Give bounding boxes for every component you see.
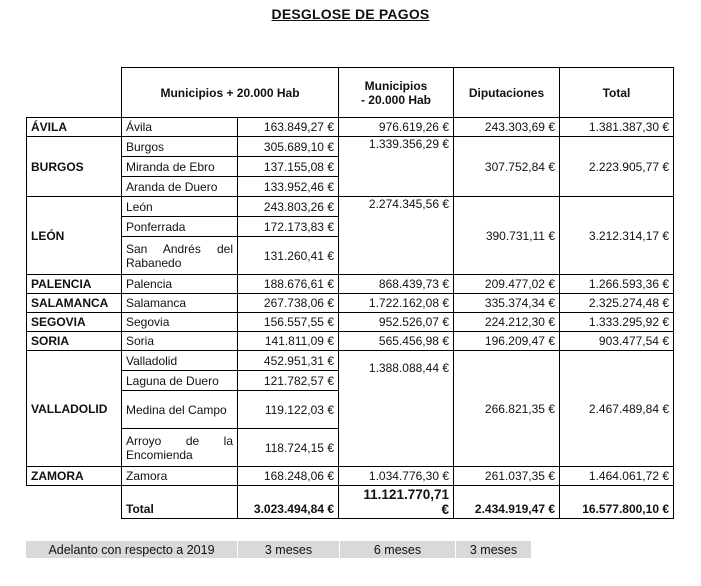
diputaciones-amount: 390.731,11 € <box>454 197 560 275</box>
municipality-amount: 137.155,08 € <box>238 157 339 177</box>
total-amount: 903.477,54 € <box>560 332 674 351</box>
municipality-amount: 267.738,06 € <box>238 294 339 313</box>
table-row <box>27 467 674 486</box>
municipality-amount: 133.952,46 € <box>238 177 339 197</box>
municipios-menos-amount: 952.526,07 € <box>339 313 454 332</box>
province-name: VALLADOLID <box>27 351 122 467</box>
municipality-name: Salamanca <box>122 294 238 313</box>
province-name: SALAMANCA <box>27 294 122 313</box>
header-municipios-menos: Municipios - 20.000 Hab <box>339 68 454 118</box>
municipality-name: Miranda de Ebro <box>122 157 238 177</box>
adelanto-label: Adelanto con respecto a 2019 <box>26 541 238 558</box>
total-amount: 2.467.489,84 € <box>560 351 674 467</box>
total-amount: 1.464.061,72 € <box>560 467 674 486</box>
municipality-amount: 243.803,26 € <box>238 197 339 217</box>
municipality-name: Soria <box>122 332 238 351</box>
table-row <box>27 294 674 313</box>
province-name: SORIA <box>27 332 122 351</box>
municipality-amount: 118.724,15 € <box>238 429 339 467</box>
header-row <box>27 68 674 118</box>
total-amount: 2.325.274,48 € <box>560 294 674 313</box>
header-total: Total <box>560 68 674 118</box>
municipality-name: Laguna de Duero <box>122 371 238 391</box>
totals-municipios-mas: 3.023.494,84 € <box>238 486 339 519</box>
municipality-amount: 452.951,31 € <box>238 351 339 371</box>
totals-label: Total <box>122 486 238 519</box>
municipality-name: Burgos <box>122 137 238 157</box>
municipality-name: Valladolid <box>122 351 238 371</box>
total-amount: 1.333.295,92 € <box>560 313 674 332</box>
municipios-menos-amount: 2.274.345,56 € <box>339 197 454 275</box>
diputaciones-amount: 243.303,69 € <box>454 118 560 137</box>
municipality-name: Ávila <box>122 118 238 137</box>
diputaciones-amount: 266.821,35 € <box>454 351 560 467</box>
municipios-menos-amount: 565.456,98 € <box>339 332 454 351</box>
municipality-name: León <box>122 197 238 217</box>
province-name: ZAMORA <box>27 467 122 486</box>
municipality-name: Aranda de Duero <box>122 177 238 197</box>
payments-table <box>26 67 674 519</box>
municipality-amount: 188.676,61 € <box>238 275 339 294</box>
municipality-name: Medina del Campo <box>122 391 238 429</box>
table-row <box>27 137 674 157</box>
diputaciones-amount: 224.212,30 € <box>454 313 560 332</box>
municipality-name: Palencia <box>122 275 238 294</box>
table-row <box>27 313 674 332</box>
totals-municipios-menos: 11.121.770,71 € <box>339 486 454 519</box>
municipios-menos-amount: 1.339.356,29 € <box>339 137 454 197</box>
municipality-name: Segovia <box>122 313 238 332</box>
municipality-amount: 156.557,55 € <box>238 313 339 332</box>
table-row <box>27 118 674 137</box>
adelanto-municipios-mas: 3 meses <box>238 541 340 558</box>
province-name: LEÓN <box>27 197 122 275</box>
municipality-name: Zamora <box>122 467 238 486</box>
adelanto-row <box>26 541 531 558</box>
page-title: DESGLOSE DE PAGOS <box>271 6 430 22</box>
total-amount: 3.212.314,17 € <box>560 197 674 275</box>
province-name: BURGOS <box>27 137 122 197</box>
diputaciones-amount: 196.209,47 € <box>454 332 560 351</box>
municipality-amount: 172.173,83 € <box>238 217 339 237</box>
total-amount: 1.266.593,36 € <box>560 275 674 294</box>
diputaciones-amount: 209.477,02 € <box>454 275 560 294</box>
total-amount: 2.223.905,77 € <box>560 137 674 197</box>
table-row <box>27 275 674 294</box>
municipios-menos-amount: 1.388.088,44 € <box>339 351 454 467</box>
diputaciones-amount: 307.752,84 € <box>454 137 560 197</box>
municipios-menos-amount: 868.439,73 € <box>339 275 454 294</box>
municipios-menos-amount: 1.034.776,30 € <box>339 467 454 486</box>
total-amount: 1.381.387,30 € <box>560 118 674 137</box>
municipios-menos-amount: 976.619,26 € <box>339 118 454 137</box>
municipality-amount: 131.260,41 € <box>238 237 339 275</box>
table-row <box>27 351 674 371</box>
totals-total: 16.577.800,10 € <box>560 486 674 519</box>
totals-diputaciones: 2.434.919,47 € <box>454 486 560 519</box>
totals-row <box>27 486 674 519</box>
municipality-amount: 163.849,27 € <box>238 118 339 137</box>
municipality-amount: 168.248,06 € <box>238 467 339 486</box>
municipality-amount: 121.782,57 € <box>238 371 339 391</box>
province-name: PALENCIA <box>27 275 122 294</box>
province-name: ÁVILA <box>27 118 122 137</box>
diputaciones-amount: 335.374,34 € <box>454 294 560 313</box>
municipios-menos-amount: 1.722.162,08 € <box>339 294 454 313</box>
table-row <box>27 332 674 351</box>
municipality-amount: 141.811,09 € <box>238 332 339 351</box>
municipality-name: San Andrés del Rabanedo <box>122 237 238 275</box>
municipality-name: Arroyo de la Encomienda <box>122 429 238 467</box>
header-municipios-mas: Municipios + 20.000 Hab <box>122 68 339 118</box>
municipality-amount: 119.122,03 € <box>238 391 339 429</box>
diputaciones-amount: 261.037,35 € <box>454 467 560 486</box>
province-name: SEGOVIA <box>27 313 122 332</box>
table-row <box>27 197 674 217</box>
adelanto-diputaciones: 3 meses <box>456 541 532 558</box>
header-diputaciones: Diputaciones <box>454 68 560 118</box>
municipality-name: Ponferrada <box>122 217 238 237</box>
municipality-amount: 305.689,10 € <box>238 137 339 157</box>
adelanto-municipios-menos: 6 meses <box>340 541 456 558</box>
